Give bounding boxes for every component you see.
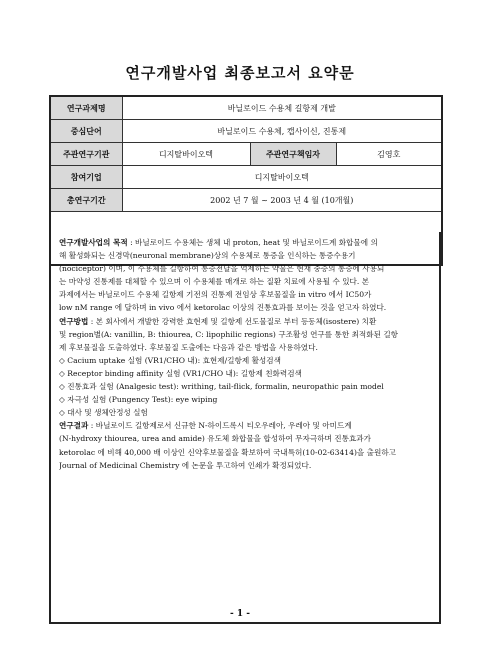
result-line: Journal of Medicinal Chemistry 에 논문을 투고하여 인쇄가 확정되었다. (59, 460, 312, 470)
objective-line: 과제에서는 바닐로이드 수용체 길항제 기전의 진통제 전임상 후보물질을 in vitro 에서 IC50가 (59, 290, 372, 300)
objective-line: 는 마약성 진통제를 대체할 수 있으며 이 수용체를 매개로 하는 질환 치료에 사용될 수 있다. 본 (59, 277, 370, 287)
objective-line: 해 활성화되는 신경막(neuronal membrane)상의 수용체로 통증을 인식하는 통증수용기 (59, 251, 356, 261)
project-title-value: 바닐로이드 수용체 길항제 개발 (122, 96, 442, 120)
keywords-label: 중심단어 (50, 120, 122, 143)
lead-researcher-label: 주관연구책임자 (250, 143, 336, 166)
summary-text (59, 236, 433, 472)
method-item: ◇ Cacium uptake 실험 (VR1/CHO 내): 효현제/길항제 활성검색 (59, 355, 281, 365)
method-line: 및 region별(A: vanillin, B: thiourea, C: lipophilic regions) 구조활성 연구를 통한 최적화된 길항 (59, 329, 398, 339)
method-item: ◇ 대사 및 생체안정성 실험 (59, 408, 148, 418)
objective-label: 연구개발사업의 목적 (59, 238, 128, 247)
objective-line: low nM range 에 달하며 in vivo 에서 ketorolac 이상의 진통효과를 보이는 것을 얻고자 하였다. (59, 303, 387, 313)
objective-line: (nociceptor) 이며, 이 수용체를 길항하여 통증전달을 억제하는 약물은 현재 중증의 통증에 사용되 (59, 264, 385, 274)
period-label: 총연구기간 (50, 189, 122, 212)
result-label: 연구결과 (59, 421, 89, 431)
method-line: : 본 회사에서 개발한 강력한 효현제 및 길항제 선도물질로 부터 등동체(isostere) 치환 (88, 316, 377, 326)
result-line: : 바닐로이드 길항제로서 신규한 N-하이드록시 티오우레아, 우레아 및 아미드계 (88, 421, 352, 431)
method-line: 제 후보물질을 도출하였다. 후보물질 도출에는 다음과 같은 방법을 사용하였다. (59, 342, 318, 352)
period-value: 2002 년 7 월 ~ 2003 년 4 월 (10개월) (122, 189, 442, 212)
summary-line (59, 236, 433, 249)
project-title-label: 연구과제명 (50, 96, 122, 120)
method-item: ◇ Receptor binding affinity 실험 (VR1/CHO 내): 길항제 친화력검색 (59, 368, 302, 378)
keywords-value: 바닐로이드 수용체, 캡사이신, 진통제 (122, 120, 442, 143)
summary-line (59, 315, 433, 328)
report-title: 연구개발사업 최종보고서 요약문 (125, 64, 355, 82)
objective-line: : 바닐로이드 수용체는 생체 내 proton, heat 및 바닐로이드계 화합물에 의 (127, 238, 378, 247)
table-row (50, 120, 442, 143)
table-row (50, 166, 442, 189)
lead-org-label: 주관연구기관 (50, 143, 122, 166)
table-row (50, 143, 442, 166)
result-line: ketorolac 에 비해 40,000 배 이상인 신약후보물질을 확보하여 국내특허(10-02-63414)을 출원하고 (59, 447, 397, 457)
method-label: 연구방법 (59, 316, 89, 326)
summary-line (59, 419, 433, 432)
method-item: ◇ 진통효과 실험 (Analgesic test): writhing, tail-flick, formalin, neuropathic pain model (59, 382, 384, 392)
lead-org-value: 디지탈바이오텍 (122, 143, 250, 166)
table-row (50, 96, 442, 120)
participating-label: 참여기업 (50, 166, 122, 189)
participating-value: 디지탈바이오텍 (122, 166, 442, 189)
result-line: (N-hydroxy thiourea, urea and amide) 유도체 화합물을 합성하여 무자극하며 진통효과가 (59, 434, 371, 444)
method-item: ◇ 자극성 실험 (Pungency Test): eye wiping (59, 395, 218, 405)
table-row (50, 189, 442, 212)
page-number: - 1 - (230, 609, 250, 619)
lead-researcher-value: 김영호 (336, 143, 442, 166)
